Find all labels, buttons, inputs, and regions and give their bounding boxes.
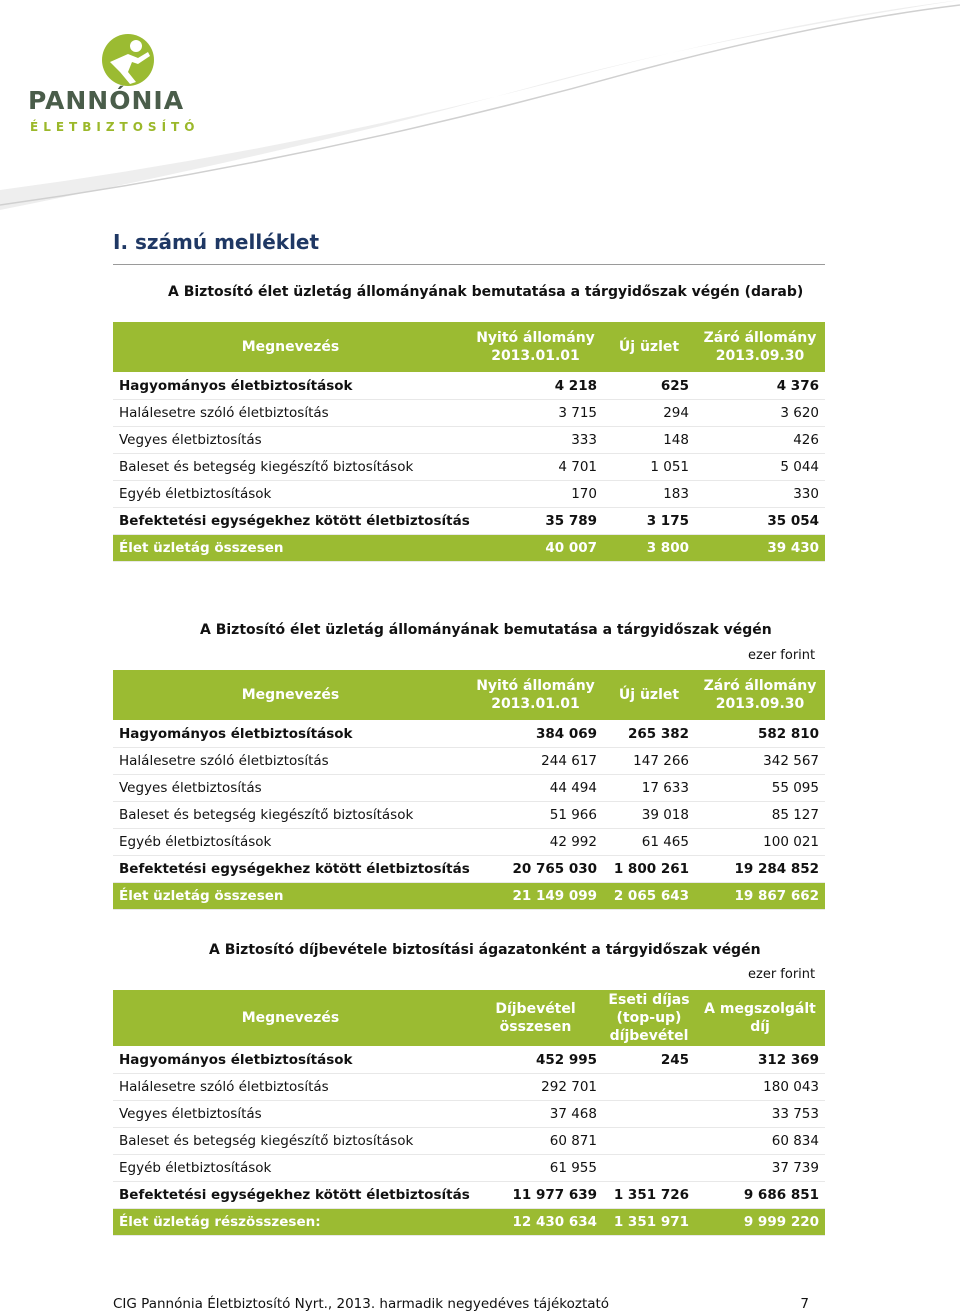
row-label: Vegyes életbiztosítás <box>113 426 468 453</box>
running-figure-logo-icon <box>98 32 162 88</box>
table2-unit: ezer forint <box>748 648 816 663</box>
table-row <box>113 801 825 828</box>
cell-value: 35 054 <box>695 507 825 534</box>
row-label: Egyéb életbiztosítások <box>113 480 468 507</box>
cell-value <box>603 1100 695 1127</box>
cell-value: 180 043 <box>695 1073 825 1100</box>
cell-value: 51 966 <box>468 801 603 828</box>
table-row <box>113 1073 825 1100</box>
title-divider <box>113 264 825 265</box>
cell-value: 60 871 <box>468 1127 603 1154</box>
row-label: Hagyományos életbiztosítások <box>113 372 468 399</box>
page-title: I. számú melléklet <box>113 230 320 254</box>
table-row <box>113 1100 825 1127</box>
row-label: Halálesetre szóló életbiztosítás <box>113 747 468 774</box>
cell-value: 452 995 <box>468 1046 603 1073</box>
table-row <box>113 1154 825 1181</box>
row-label: Hagyományos életbiztosítások <box>113 1046 468 1073</box>
cell-value: 294 <box>603 399 695 426</box>
cell-value: 292 701 <box>468 1073 603 1100</box>
row-label: Baleset és betegség kiegészítő biztosítások <box>113 453 468 480</box>
cell-value: 20 765 030 <box>468 855 603 882</box>
table1-header-0: Megnevezés <box>113 322 468 372</box>
cell-value: 183 <box>603 480 695 507</box>
table2-header-1: Nyitó állomány 2013.01.01 <box>468 670 603 720</box>
table3-unit: ezer forint <box>748 967 816 982</box>
footer-text: CIG Pannónia Életbiztosító Nyrt., 2013. harmadik negyedéves tájékoztató <box>113 1296 610 1312</box>
cell-value: 61 955 <box>468 1154 603 1181</box>
table-row <box>113 747 825 774</box>
cell-value: 11 977 639 <box>468 1181 603 1208</box>
table1-header-3: Záró állomány 2013.09.30 <box>695 322 825 372</box>
cell-value: 3 620 <box>695 399 825 426</box>
cell-value: 330 <box>695 480 825 507</box>
table-row <box>113 1208 825 1235</box>
cell-value: 2 065 643 <box>603 882 695 909</box>
table-row <box>113 534 825 561</box>
cell-value: 1 351 726 <box>603 1181 695 1208</box>
logo-name: PANNÓNIA <box>28 86 185 115</box>
table-row <box>113 426 825 453</box>
table-row <box>113 1181 825 1208</box>
cell-value: 3 715 <box>468 399 603 426</box>
logo-subtitle: ÉLETBIZTOSÍTÓ <box>30 120 200 134</box>
cell-value: 384 069 <box>468 720 603 747</box>
row-label: Vegyes életbiztosítás <box>113 1100 468 1127</box>
cell-value: 37 739 <box>695 1154 825 1181</box>
row-label: Befektetési egységekhez kötött életbiztosítás <box>113 507 468 534</box>
row-label: Baleset és betegség kiegészítő biztosítások <box>113 1127 468 1154</box>
table-row <box>113 828 825 855</box>
table2-header-3: Záró állomány 2013.09.30 <box>695 670 825 720</box>
table-row <box>113 1046 825 1073</box>
cell-value: 1 051 <box>603 453 695 480</box>
cell-value <box>603 1154 695 1181</box>
cell-value: 245 <box>603 1046 695 1073</box>
table1-header-1: Nyitó állomány 2013.01.01 <box>468 322 603 372</box>
table-row <box>113 855 825 882</box>
table-row <box>113 882 825 909</box>
cell-value: 61 465 <box>603 828 695 855</box>
table2-caption: A Biztosító élet üzletág állományának bemutatása a tárgyidőszak végén <box>200 622 772 638</box>
table3 <box>113 990 825 1236</box>
cell-value: 312 369 <box>695 1046 825 1073</box>
page-number: 7 <box>800 1296 809 1312</box>
cell-value: 12 430 634 <box>468 1208 603 1235</box>
row-label: Egyéb életbiztosítások <box>113 828 468 855</box>
cell-value: 5 044 <box>695 453 825 480</box>
cell-value: 21 149 099 <box>468 882 603 909</box>
table-row <box>113 720 825 747</box>
table1-header-2: Új üzlet <box>603 322 695 372</box>
row-label: Egyéb életbiztosítások <box>113 1154 468 1181</box>
cell-value: 342 567 <box>695 747 825 774</box>
cell-value: 44 494 <box>468 774 603 801</box>
cell-value: 9 999 220 <box>695 1208 825 1235</box>
row-label: Halálesetre szóló életbiztosítás <box>113 399 468 426</box>
table-row <box>113 774 825 801</box>
table3-header-0: Megnevezés <box>113 990 468 1046</box>
table3-header-2: Eseti díjas (top-up) díjbevétel <box>603 990 695 1046</box>
table1 <box>113 322 825 562</box>
row-label: Élet üzletág összesen <box>113 882 468 909</box>
cell-value <box>603 1073 695 1100</box>
table-row <box>113 507 825 534</box>
cell-value: 19 867 662 <box>695 882 825 909</box>
company-logo <box>22 30 202 134</box>
cell-value: 42 992 <box>468 828 603 855</box>
table1-caption: A Biztosító élet üzletág állományának bemutatása a tárgyidőszak végén (darab) <box>168 284 804 300</box>
cell-value: 4 701 <box>468 453 603 480</box>
cell-value: 582 810 <box>695 720 825 747</box>
row-label: Élet üzletág összesen <box>113 534 468 561</box>
cell-value: 333 <box>468 426 603 453</box>
cell-value: 35 789 <box>468 507 603 534</box>
cell-value: 37 468 <box>468 1100 603 1127</box>
table-row <box>113 372 825 399</box>
cell-value: 40 007 <box>468 534 603 561</box>
table2-header-2: Új üzlet <box>603 670 695 720</box>
cell-value: 39 430 <box>695 534 825 561</box>
table2-header-0: Megnevezés <box>113 670 468 720</box>
cell-value: 9 686 851 <box>695 1181 825 1208</box>
cell-value: 39 018 <box>603 801 695 828</box>
table-row <box>113 453 825 480</box>
table3-header-3: A megszolgált díj <box>695 990 825 1046</box>
table3-caption: A Biztosító díjbevétele biztosítási ágazatonként a tárgyidőszak végén <box>209 942 761 958</box>
cell-value: 147 266 <box>603 747 695 774</box>
table2 <box>113 670 825 910</box>
row-label: Baleset és betegség kiegészítő biztosítások <box>113 801 468 828</box>
cell-value: 426 <box>695 426 825 453</box>
cell-value: 55 095 <box>695 774 825 801</box>
cell-value: 3 175 <box>603 507 695 534</box>
row-label: Befektetési egységekhez kötött életbiztosítás <box>113 855 468 882</box>
cell-value: 17 633 <box>603 774 695 801</box>
table3-header-1: Díjbevétel összesen <box>468 990 603 1046</box>
table-row <box>113 480 825 507</box>
row-label: Vegyes életbiztosítás <box>113 774 468 801</box>
cell-value: 1 351 971 <box>603 1208 695 1235</box>
cell-value: 3 800 <box>603 534 695 561</box>
cell-value: 625 <box>603 372 695 399</box>
row-label: Halálesetre szóló életbiztosítás <box>113 1073 468 1100</box>
cell-value: 265 382 <box>603 720 695 747</box>
table-row <box>113 1127 825 1154</box>
row-label: Befektetési egységekhez kötött életbiztosítás <box>113 1181 468 1208</box>
cell-value: 244 617 <box>468 747 603 774</box>
table-row <box>113 399 825 426</box>
row-label: Élet üzletág részösszesen: <box>113 1208 468 1235</box>
cell-value: 4 376 <box>695 372 825 399</box>
cell-value: 60 834 <box>695 1127 825 1154</box>
row-label: Hagyományos életbiztosítások <box>113 720 468 747</box>
cell-value: 170 <box>468 480 603 507</box>
cell-value: 4 218 <box>468 372 603 399</box>
cell-value <box>603 1127 695 1154</box>
cell-value: 148 <box>603 426 695 453</box>
cell-value: 85 127 <box>695 801 825 828</box>
page-footer <box>113 1296 825 1312</box>
cell-value: 1 800 261 <box>603 855 695 882</box>
cell-value: 100 021 <box>695 828 825 855</box>
cell-value: 19 284 852 <box>695 855 825 882</box>
cell-value: 33 753 <box>695 1100 825 1127</box>
